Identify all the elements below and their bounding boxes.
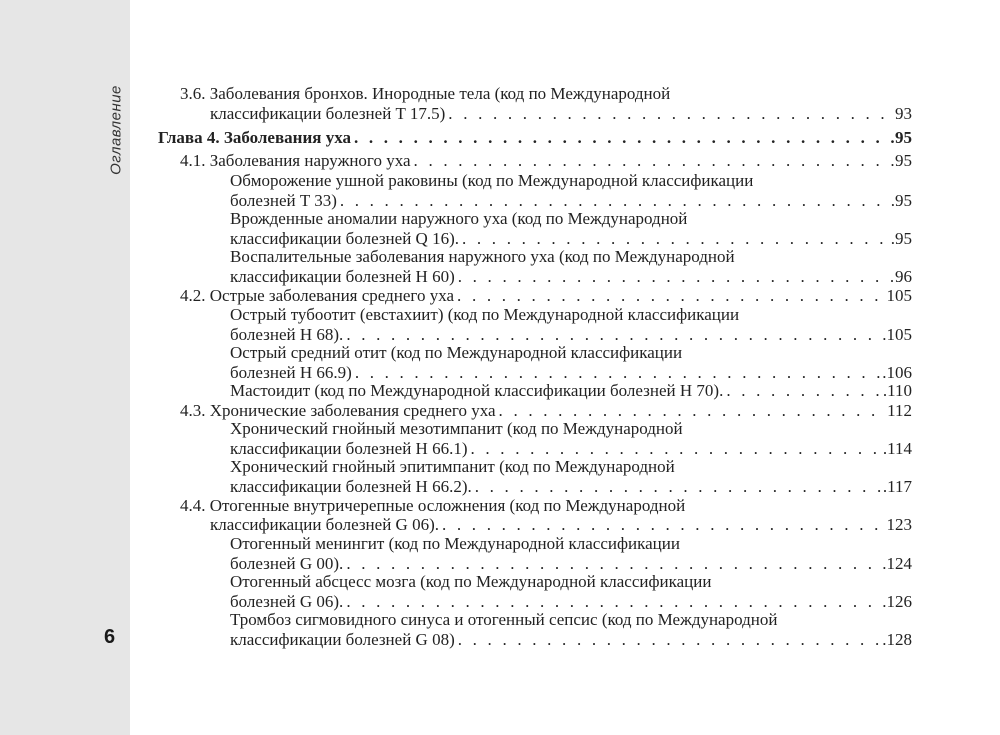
toc-chapter-4 [158, 128, 912, 148]
toc-entry-sinus-thrombosis-cont [230, 630, 912, 650]
toc-entry-text: Мастоидит (код по Международной классификации болезней H 70). [230, 381, 724, 400]
toc-entry-inflammatory-cont [230, 267, 912, 287]
toc-entry-otitis-media-cont [230, 363, 912, 383]
toc-page-number: 123 [886, 515, 912, 534]
leader-dots [455, 630, 883, 650]
leader-dots [411, 151, 895, 171]
leader-dots [723, 381, 883, 401]
toc-entry-4-1 [180, 151, 912, 171]
leader-dots [454, 286, 886, 306]
leader-dots [445, 104, 895, 124]
toc-entry-meningitis-cont [230, 554, 912, 574]
toc-entry-sinus-thrombosis [230, 610, 777, 630]
toc-entry-4-3 [180, 401, 912, 421]
toc-entry-mesotympanitis-cont [230, 439, 912, 459]
toc-entry-congenital [230, 209, 687, 229]
toc-page-number: .95 [890, 191, 912, 210]
toc-entry-text: Отогенный менингит (код по Международной классификации [230, 534, 680, 553]
toc-entry-text: классификации болезней G 08) [230, 630, 455, 649]
toc-entry-text: классификации болезней T 17.5) [210, 104, 446, 123]
toc-page-number: .126 [882, 592, 912, 611]
toc-entry-text: болезней G 06). [230, 592, 344, 611]
toc-entry-text: 3.6. Заболевания бронхов. Инородные тела (код по Международной [180, 84, 671, 103]
toc-entry-text: Тромбоз сигмовидного синуса и отогенный сепсис (код по Международной [230, 610, 778, 629]
toc-entry-text: 4.1. Заболевания наружного уха [180, 151, 411, 170]
toc-entry-text: Обморожение ушной раковины (код по Международной классификации [230, 171, 754, 190]
toc-entry-text: Отогенный абсцесс мозга (код по Международной классификации [230, 572, 712, 591]
toc-page-number: .124 [882, 554, 912, 573]
leader-dots [472, 477, 883, 497]
leader-dots [496, 401, 888, 421]
toc-entry-text: Хронический гнойный эпитимпанит (код по Международной [230, 457, 675, 476]
toc-page-number: 96 [895, 267, 912, 286]
toc-entry-text: Острый тубоотит (евстахиит) (код по Международной классификации [230, 305, 740, 324]
toc-entry-text: Воспалительные заболевания наружного уха (код по Международной [230, 247, 735, 266]
toc-page-number: .114 [882, 439, 912, 458]
toc-entry-text: классификации болезней Q 16). [230, 229, 459, 248]
toc-entry-tubootitis-cont [230, 325, 912, 345]
toc-page-number: .106 [882, 363, 912, 382]
toc-entry-inflammatory [230, 247, 735, 267]
toc-entry-text: классификации болезней G 06). [210, 515, 439, 534]
page-number: 6 [104, 626, 116, 648]
toc-entry-otitis-media [230, 343, 682, 363]
toc-entry-congenital-cont [230, 229, 912, 249]
toc-page-number: .105 [882, 325, 912, 344]
toc-entry-text: 4.4. Отогенные внутричерепные осложнения (код по Международной [180, 496, 686, 515]
toc-entry-text: Острый средний отит (код по Международной классификации [230, 343, 683, 362]
leader-dots [459, 229, 891, 249]
toc-entry-text: болезней G 00). [230, 554, 344, 573]
toc-entry-mesotympanitis [230, 419, 683, 439]
leader-dots [343, 325, 882, 345]
toc-entry-text: классификации болезней H 60) [230, 267, 455, 286]
toc-entry-epitympanitis [230, 457, 675, 477]
toc-entry-text: болезней T 33) [230, 191, 337, 210]
toc-entry-text: классификации болезней H 66.1) [230, 439, 468, 458]
toc-entry-epitympanitis-cont [230, 477, 912, 497]
toc-page-number: .117 [882, 477, 912, 496]
toc-entry-mastoiditis [230, 381, 912, 401]
leader-dots [343, 592, 882, 612]
toc-entry-brain-abscess [230, 572, 711, 592]
toc-page-number: 93 [895, 104, 912, 123]
toc-entry-text: 4.2. Острые заболевания среднего уха [180, 286, 455, 305]
toc-entry-4-4-cont [210, 515, 912, 535]
toc-entry-text: Хронический гнойный мезотимпанит (код по Международной [230, 419, 683, 438]
leader-dots [439, 515, 887, 535]
toc-entry-3-6 [180, 84, 670, 104]
toc-entry-4-2 [180, 286, 912, 306]
toc-entry-text: болезней H 66.9) [230, 363, 352, 382]
toc-entry-frostbite [230, 171, 753, 191]
toc-entry-text: 4.3. Хронические заболевания среднего уха [180, 401, 496, 420]
toc-page-number: 95 [895, 151, 912, 170]
toc-entry-text: болезней H 68). [230, 325, 344, 344]
toc-page-number: .95 [890, 229, 912, 248]
toc-entry-meningitis [230, 534, 680, 554]
running-head: Оглавление [107, 85, 125, 175]
toc-entry-4-4 [180, 496, 685, 516]
leader-dots [455, 267, 895, 287]
leader-dots [351, 128, 895, 148]
toc-page-number: .128 [882, 630, 912, 649]
toc-entry-text: Глава 4. Заболевания уха [158, 128, 351, 147]
leader-dots [343, 554, 882, 574]
toc-entry-tubootitis [230, 305, 739, 325]
toc-page-number: .110 [882, 381, 912, 400]
toc-entry-3-6-cont [210, 104, 912, 124]
toc-page-number: 95 [895, 128, 912, 147]
toc-entry-brain-abscess-cont [230, 592, 912, 612]
toc-entry-text: классификации болезней H 66.2). [230, 477, 472, 496]
toc-entry-frostbite-cont [230, 191, 912, 211]
leader-dots [352, 363, 882, 383]
toc-page-number: 105 [886, 286, 912, 305]
leader-dots [468, 439, 883, 459]
toc-page-number: 112 [887, 401, 912, 420]
toc-entry-text: Врожденные аномалии наружного уха (код по Международной [230, 209, 688, 228]
leader-dots [337, 191, 891, 211]
